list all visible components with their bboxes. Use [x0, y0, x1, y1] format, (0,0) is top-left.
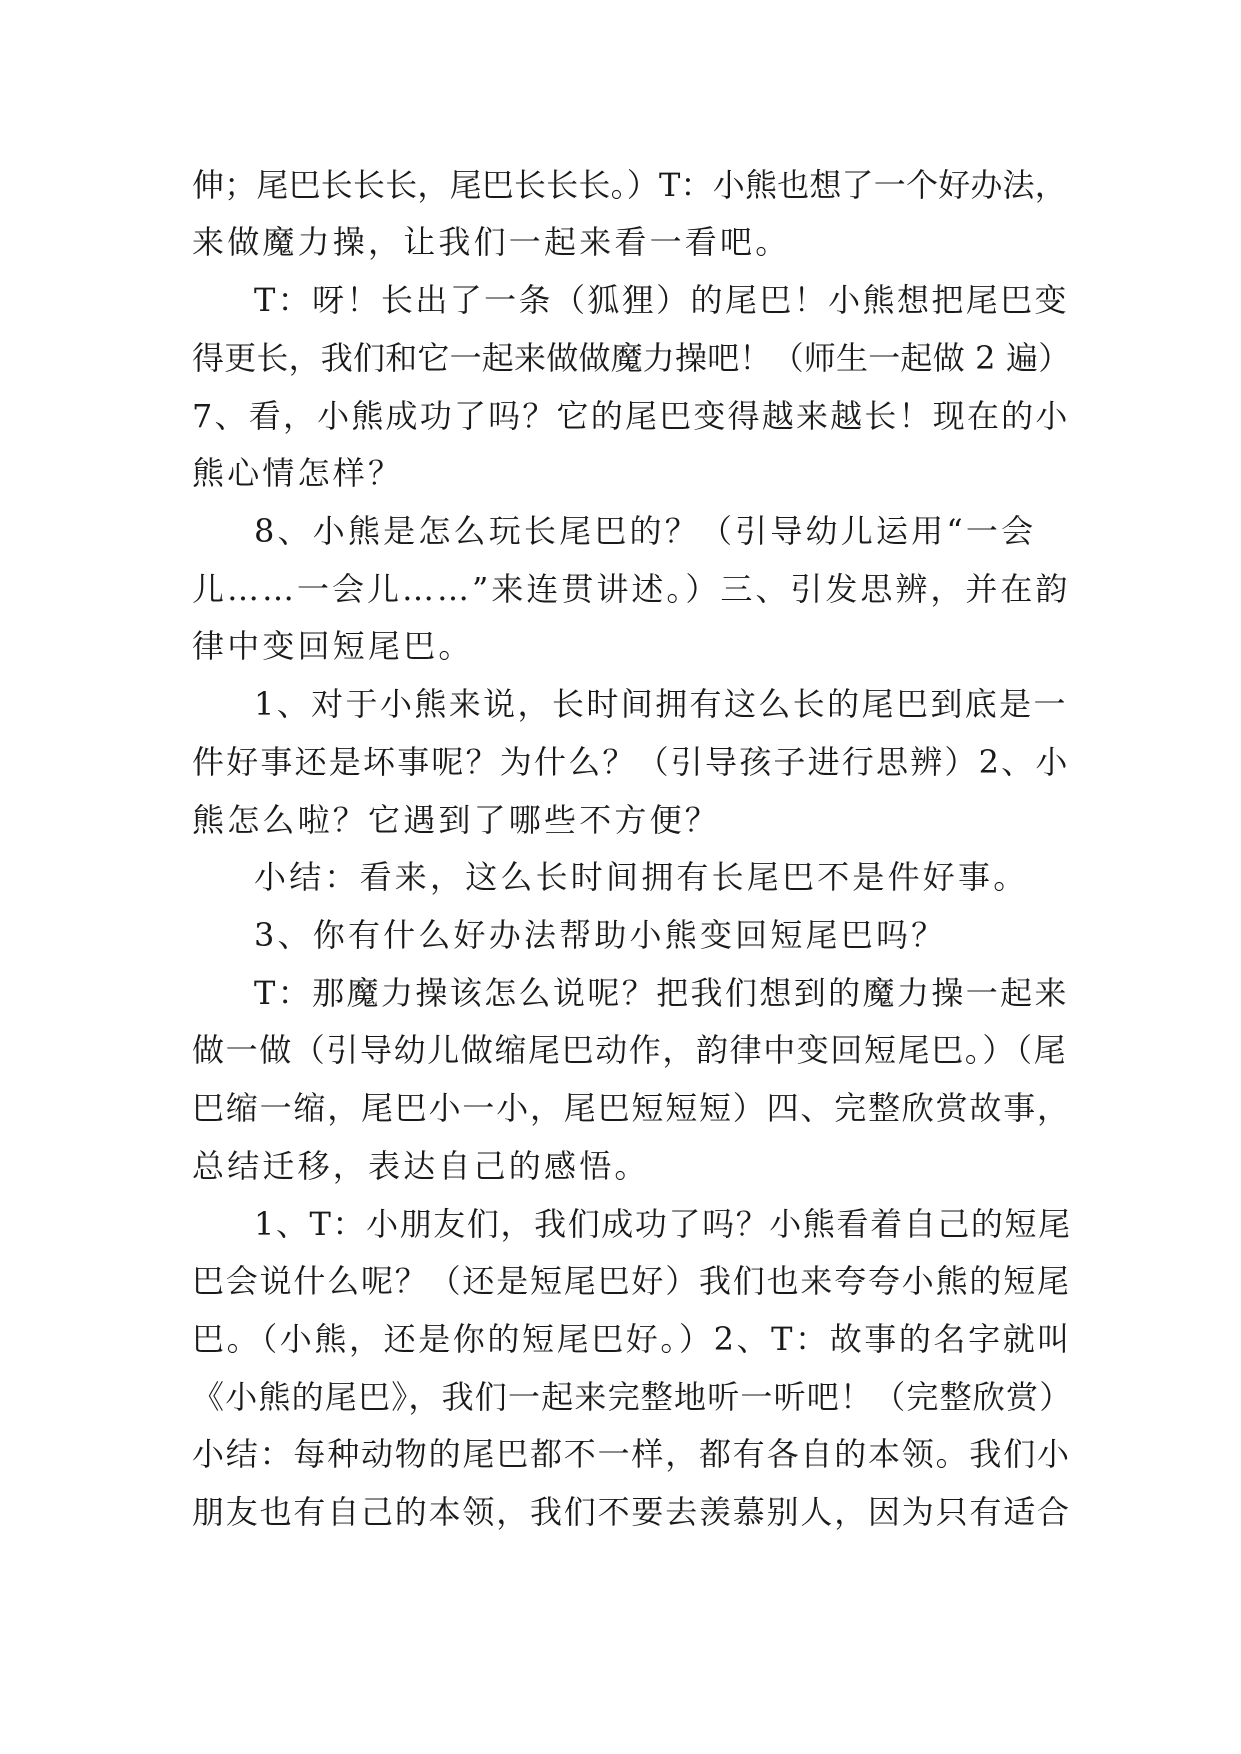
text-line: 得更长，我们和它一起来做做魔力操吧！（师生一起做 2 遍）: [192, 339, 1071, 377]
text-line: 《小熊的尾巴》，我们一起来完整地听一听吧！（完整欣赏）: [192, 1378, 1073, 1416]
text-line: 7、看，小熊成功了吗？它的尾巴变得越来越长！现在的小: [192, 397, 1070, 435]
text-line: T：那魔力操该怎么说呢？把我们想到的魔力操一起来: [254, 974, 1069, 1012]
text-line: 小结：每种动物的尾巴都不一样，都有各自的本领。我们小: [192, 1435, 1071, 1473]
text-line: 熊心情怎样？: [192, 454, 404, 492]
text-line: T：呀！长出了一条（狐狸）的尾巴！小熊想把尾巴变: [254, 281, 1069, 319]
text-line: 1、T：小朋友们，我们成功了吗？小熊看着自己的短尾: [254, 1205, 1072, 1243]
text-line: 儿……一会儿……”来连贯讲述。）三、引发思辨，并在韵: [192, 570, 1071, 608]
text-line: 巴会说什么呢？（还是短尾巴好）我们也来夸夸小熊的短尾: [192, 1262, 1071, 1300]
text-line: 熊怎么啦？它遇到了哪些不方便？: [192, 801, 721, 839]
text-line: 小结：看来，这么长时间拥有长尾巴不是件好事。: [254, 858, 1029, 896]
text-line: 8、小熊是怎么玩长尾巴的？（引导幼儿运用“一会: [254, 512, 1037, 550]
text-line: 巴缩一缩，尾巴小一小，尾巴短短短）四、完整欣赏故事，: [192, 1089, 1071, 1127]
text-line: 巴。（小熊，还是你的短尾巴好。）2、T：故事的名字就叫: [192, 1320, 1072, 1358]
text-line: 伸；尾巴长长长，尾巴长长长。）T：小熊也想了一个好办法，: [192, 166, 1067, 204]
text-line: 朋友也有自己的本领，我们不要去羡慕别人，因为只有适合: [192, 1493, 1071, 1531]
text-line: 做一做（引导幼儿做缩尾巴动作，韵律中变回短尾巴。）（尾: [192, 1031, 1068, 1069]
text-line: 总结迁移，表达自己的感悟。: [192, 1147, 650, 1185]
text-line: 来做魔力操，让我们一起来看一看吧。: [192, 223, 791, 261]
text-line: 件好事还是坏事呢？为什么？（引导孩子进行思辨）2、小: [192, 743, 1070, 781]
text-line: 律中变回短尾巴。: [192, 627, 474, 665]
text-line: 3、你有什么好办法帮助小熊变回短尾巴吗？: [254, 916, 947, 954]
text-line: 1、对于小熊来说，长时间拥有这么长的尾巴到底是一: [254, 685, 1068, 723]
